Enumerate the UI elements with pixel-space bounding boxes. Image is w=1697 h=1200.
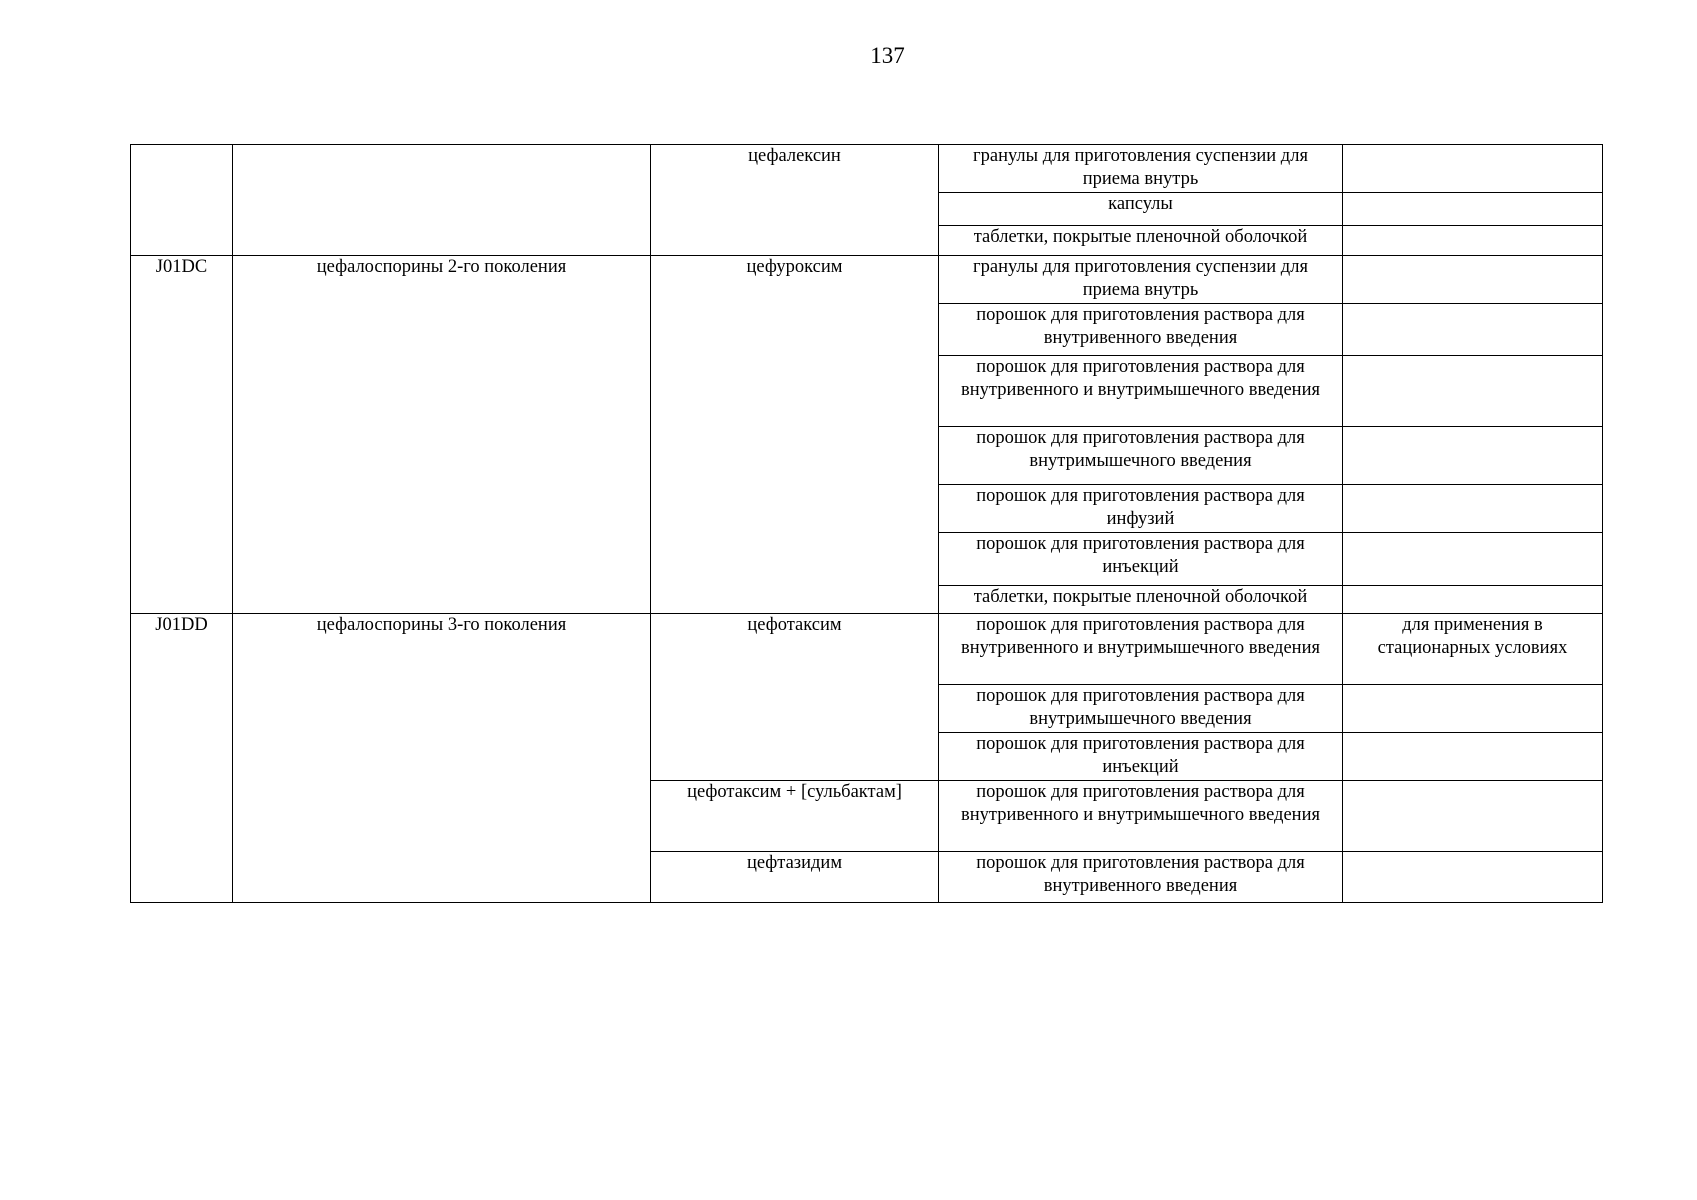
dosage-form-cell: порошок для приготовления раствора для внутривенного и внутримышечного введения <box>939 614 1343 685</box>
group-name-cell: цефалоспорины 3-го поколения <box>233 614 651 903</box>
dosage-form-cell: таблетки, покрытые пленочной оболочкой <box>939 226 1343 256</box>
note-cell <box>1343 256 1603 304</box>
note-cell <box>1343 304 1603 356</box>
note-cell <box>1343 685 1603 733</box>
note-cell <box>1343 427 1603 485</box>
drug-name-cell: цефотаксим + [сульбактам] <box>651 781 939 852</box>
note-cell <box>1343 533 1603 586</box>
table-row <box>131 614 1603 685</box>
group-name-cell: цефалоспорины 2-го поколения <box>233 256 651 614</box>
dosage-form-cell: порошок для приготовления раствора для инъекций <box>939 733 1343 781</box>
atc-code-cell <box>131 145 233 256</box>
dosage-form-cell: гранулы для приготовления суспензии для приема внутрь <box>939 256 1343 304</box>
note-cell <box>1343 852 1603 903</box>
drug-name-cell: цефалексин <box>651 145 939 256</box>
dosage-form-cell: порошок для приготовления раствора для внутривенного и внутримышечного введения <box>939 781 1343 852</box>
dosage-form-cell: порошок для приготовления раствора для внутривенного введения <box>939 304 1343 356</box>
note-cell <box>1343 733 1603 781</box>
dosage-form-cell: порошок для приготовления раствора для внутримышечного введения <box>939 685 1343 733</box>
atc-code-cell: J01DC <box>131 256 233 614</box>
drug-name-cell: цефуроксим <box>651 256 939 614</box>
note-cell <box>1343 781 1603 852</box>
table-row <box>131 256 1603 304</box>
note-cell <box>1343 586 1603 614</box>
dosage-form-cell: гранулы для приготовления суспензии для приема внутрь <box>939 145 1343 193</box>
medicines-table <box>130 144 1603 903</box>
note-cell <box>1343 356 1603 427</box>
drug-name-cell: цефотаксим <box>651 614 939 781</box>
group-name-cell <box>233 145 651 256</box>
dosage-form-cell: капсулы <box>939 193 1343 226</box>
note-cell <box>1343 193 1603 226</box>
dosage-form-cell: таблетки, покрытые пленочной оболочкой <box>939 586 1343 614</box>
page-number: 137 <box>870 43 905 68</box>
note-cell <box>1343 485 1603 533</box>
note-cell: для применения в стационарных условиях <box>1343 614 1603 685</box>
atc-code-cell: J01DD <box>131 614 233 903</box>
dosage-form-cell: порошок для приготовления раствора для инфузий <box>939 485 1343 533</box>
table-row <box>131 145 1603 193</box>
note-cell <box>1343 145 1603 193</box>
dosage-form-cell: порошок для приготовления раствора для внутримышечного введения <box>939 427 1343 485</box>
drug-name-cell: цефтазидим <box>651 852 939 903</box>
note-cell <box>1343 226 1603 256</box>
dosage-form-cell: порошок для приготовления раствора для инъекций <box>939 533 1343 586</box>
dosage-form-cell: порошок для приготовления раствора для внутривенного и внутримышечного введения <box>939 356 1343 427</box>
dosage-form-cell: порошок для приготовления раствора для внутривенного введения <box>939 852 1343 903</box>
